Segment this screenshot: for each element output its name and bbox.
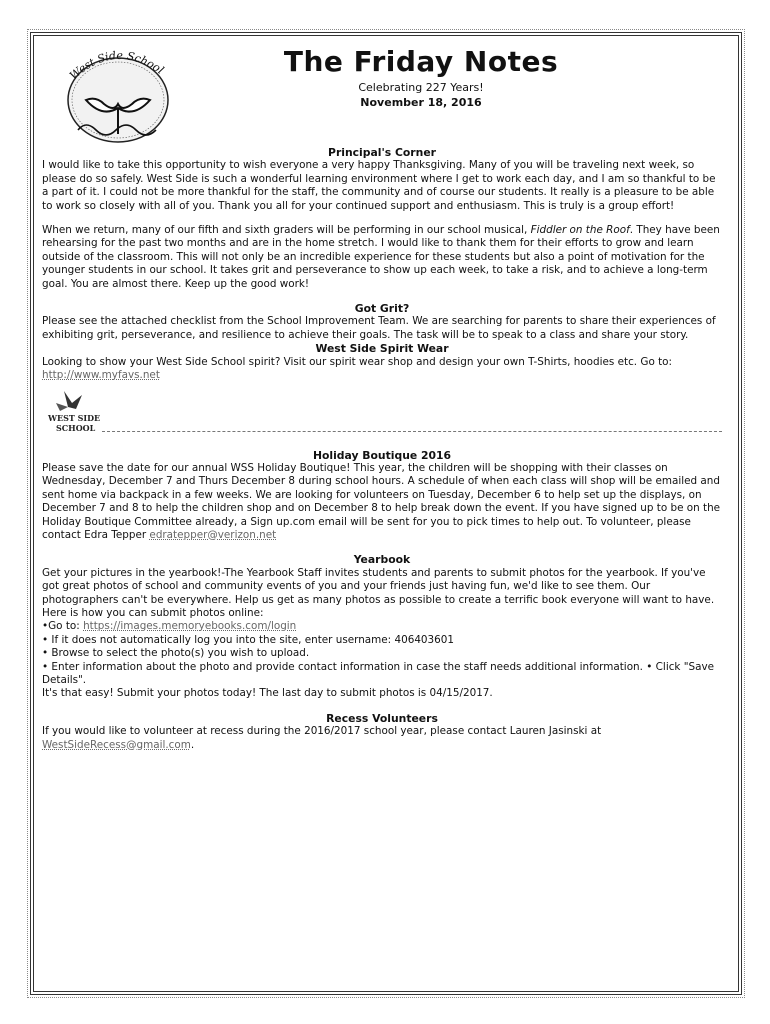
principal-heading: Principal's Corner [328,146,436,159]
divider-rule [102,431,722,432]
logo-arc-text: West Side School [67,48,167,83]
boutique-email-link[interactable]: edratepper@verizon.net [149,528,277,541]
musical-title: Fiddler on the Roof [530,224,630,237]
yearbook-step-3: • Browse to select the photo(s) you wish to upload. [42,647,310,660]
recess-heading: Recess Volunteers [326,711,438,725]
boutique-heading: Holiday Boutique 2016 [312,448,452,462]
principal-para2-start: When we return, many of our fifth and sixth graders will be performing in our school musical, [42,224,531,237]
spirit-wear-link[interactable]: http://www.myfavs.net [42,369,160,382]
yearbook-intro: Get your pictures in the yearbook!-The Yearbook Staff invites students and parents to submit photos for the yearbook. If you've got great photos of school and community events of you and your friends just having fun, we'd like to see them. Our photographers can't be everywhere. Help us get as many photos as possible to create a terrific book everyone will want to have. [42,566,715,606]
grit-text: Please see the attached checklist from the School Improvement Team. We are searching for parents to share their experiences of exhibiting grit, perseverance, and resilience to achieve their goals. The task will be to speak to a class and share your story. [42,315,716,341]
newsletter-date: November 18, 2016 [360,96,482,109]
newsletter-body [42,146,722,752]
masthead [206,46,636,109]
newsletter-subtitle: Celebrating 227 Years! [358,81,484,94]
yearbook-login-link[interactable]: https://images.memoryebooks.com/login [83,620,297,633]
newsletter-title: The Friday Notes [283,45,559,78]
newsletter [36,38,726,982]
divider-logo-line2: SCHOOL [56,422,96,433]
yearbook-step-4: • Enter information about the photo and provide contact information in case the staff needs additional information. • Click "Save Details". [42,660,715,686]
recess-email-link[interactable]: WestSideRecess@gmail.com [42,738,191,751]
recess-end: . [190,738,195,751]
divider-logo-line1: WEST SIDE [48,412,101,423]
principal-paragraph-2 [42,224,722,291]
section-divider [42,387,722,449]
boutique-body: Please save the date for our annual WSS Holiday Boutique! This year, the children will be shopping with their classes on Wednesday, December 7 and Thurs December 8 during school hours. A schedule of when each class will shop will be emailed and sent home via backpack in a few weeks. We are looking for volunteers on Tuesday, December 6 to help set up the displays, on December 7 and 8 to help the children shop and on December 8 to help break down the event. If you have signed up to be on the Holiday Boutique Committee already, a Sign up.com email will be sent for you to pick times to help out. To volunteer, please contact Edra Tepper [42,461,721,541]
yearbook-step-1-label: •Go to: [42,620,84,633]
spirit-heading: West Side Spirit Wear [315,342,449,356]
recess-body: If you would like to volunteer at recess during the 2016/2017 school year, please contact Lauren Jasinski at [42,725,602,738]
yearbook-step-1 [42,620,722,633]
spirit-body: Looking to show your West Side School spirit? Visit our spirit wear shop and design your own T-Shirts, hoodies etc. Go to: [42,355,673,368]
recess-text [42,725,722,752]
boutique-text [42,462,722,542]
yearbook-closing: It's that easy! Submit your photos today! The last day to submit photos is 04/15/2017. [42,687,493,700]
grit-heading: Got Grit? [354,302,410,316]
yearbook-step-2: • If it does not automatically log you into the site, enter username: 406403601 [42,633,454,646]
yearbook-howto: Here is how you can submit photos online: [42,606,264,619]
spirit-text [42,356,722,383]
yearbook-heading: Yearbook [353,553,411,567]
whale-tail-logo [56,38,186,148]
principal-paragraph-1: I would like to take this opportunity to wish everyone a very happy Thanksgiving. Many of you will be traveling next week, so please do so safely. West Side is such a wonderful learning environment where I get to work each day, and I am so thankful to be a part of it. I could not be more thankful for the staff, the community and of course our students. It really is a pleasure to be able to work so closely with all of you. Thank you all for your continued support and enthusiasm. This is truly is a group effort! [42,159,716,212]
principal-para2-end: . They have been rehearsing for the past two months and are in the home stretch. I would like to thank them for their efforts to grow and learn outside of the classroom. This will not only be an incredible experience for these students but also a point of motivation for the younger students in our school. It takes grit and perseverance to show up each week, to take a risk, and to achieve a long-term goal. You are almost there. Keep up the good work! [42,224,720,290]
